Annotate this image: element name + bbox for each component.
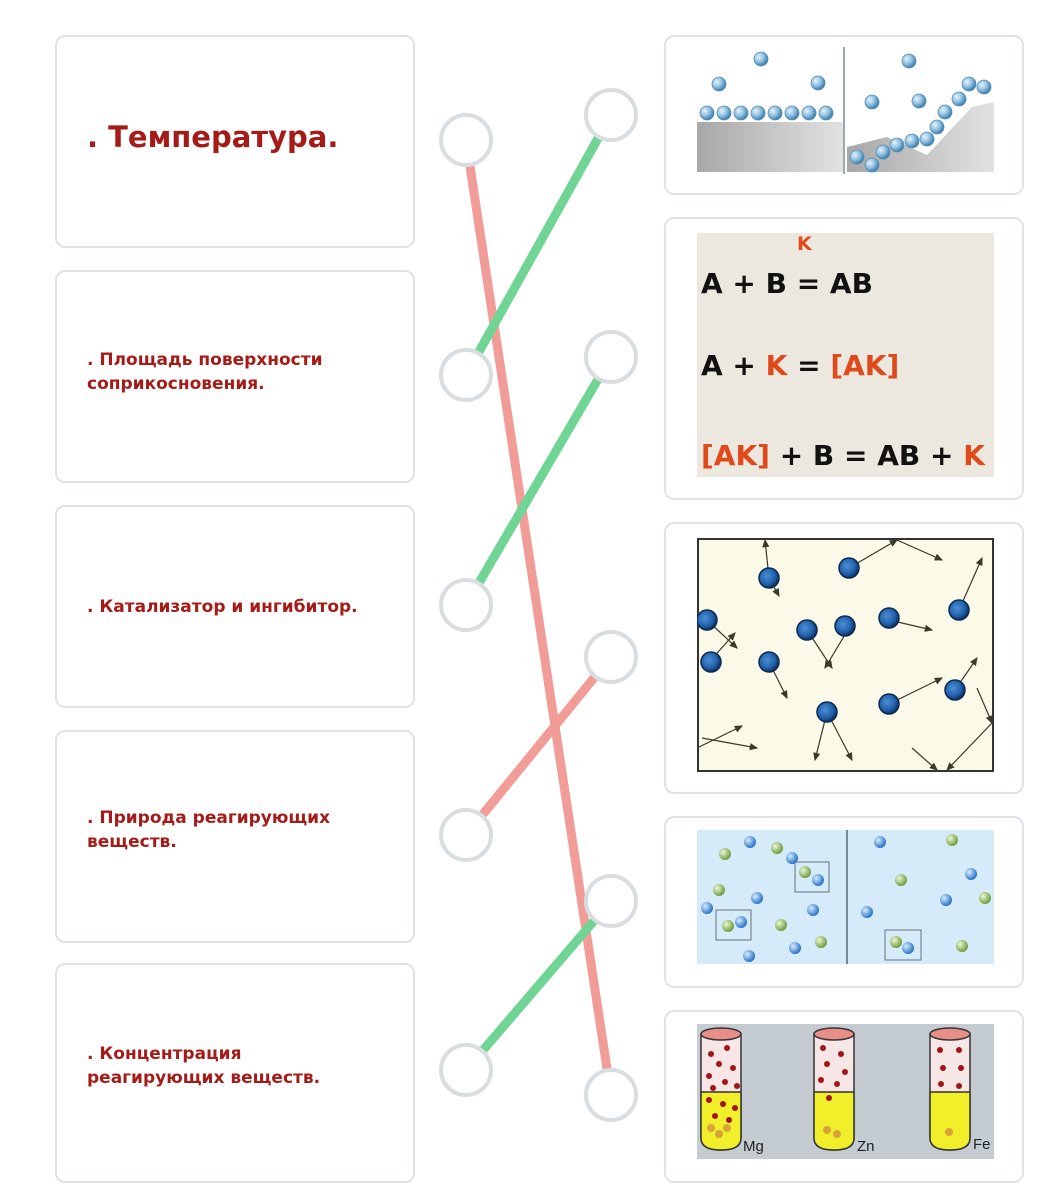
eq3-part: + B = AB + [769,439,964,472]
eq2-catalyst: K [864,349,887,382]
concentration-picture [697,830,994,964]
left-card-2[interactable] [55,270,415,483]
left-card-1[interactable] [55,35,415,248]
right-connector-1[interactable] [584,88,638,142]
eq2-bracket: ] [886,349,900,382]
connection-line-5 [466,901,611,1070]
equation-2 [701,349,899,382]
left-connector-4[interactable] [439,808,493,862]
eq3-catalyst: K [963,439,985,472]
right-card-1[interactable] [664,35,1024,195]
tube-label-fe: Fe [973,1136,991,1153]
equation-3 [701,439,985,472]
right-card-4[interactable] [664,816,1024,988]
right-connector-4[interactable] [584,874,638,928]
left-card-label: . Площадь поверхности соприкосновения. [87,350,323,394]
eq3-bracket: ] [757,439,770,472]
connection-line-4 [466,657,611,835]
connection-line-3 [466,357,611,605]
surface-area-picture [697,47,994,174]
right-connector-3[interactable] [584,630,638,684]
eq2-catalyst: K [765,349,788,382]
eq2-bracket: [A [830,349,865,382]
eq3-catalyst: K [735,439,758,472]
right-card-3[interactable] [664,522,1024,794]
moving-molecules-picture [697,538,994,772]
eq2-part: = [787,349,831,382]
equation-1 [701,267,873,300]
left-connector-5[interactable] [439,1043,493,1097]
tube-label-zn: Zn [857,1138,875,1155]
right-connector-2[interactable] [584,330,638,384]
left-connector-3[interactable] [439,578,493,632]
right-connector-5[interactable] [584,1068,638,1122]
left-card-label: . Температура. [87,120,339,154]
left-card-label: . Катализатор и ингибитор. [87,597,358,617]
tube-label-mg: Mg [743,1138,764,1155]
catalyst-label: K [797,233,812,255]
left-card-label: . Природа реагирующих веществ. [87,808,331,852]
eq2-part: A + [701,349,766,382]
left-connector-1[interactable] [439,113,493,167]
equation-1-text: A + B = AB [701,267,873,300]
left-card-4[interactable] [55,730,415,943]
left-card-5[interactable] [55,963,415,1183]
left-connector-2[interactable] [439,348,493,402]
eq3-bracket: [A [701,439,736,472]
test-tubes-picture [697,1024,994,1159]
right-card-2[interactable] [664,217,1024,500]
left-card-3[interactable] [55,505,415,708]
right-card-5[interactable] [664,1010,1024,1183]
catalyst-equations-picture [697,233,994,477]
left-card-label: . Концентрация реагирующих веществ. [87,1044,321,1088]
